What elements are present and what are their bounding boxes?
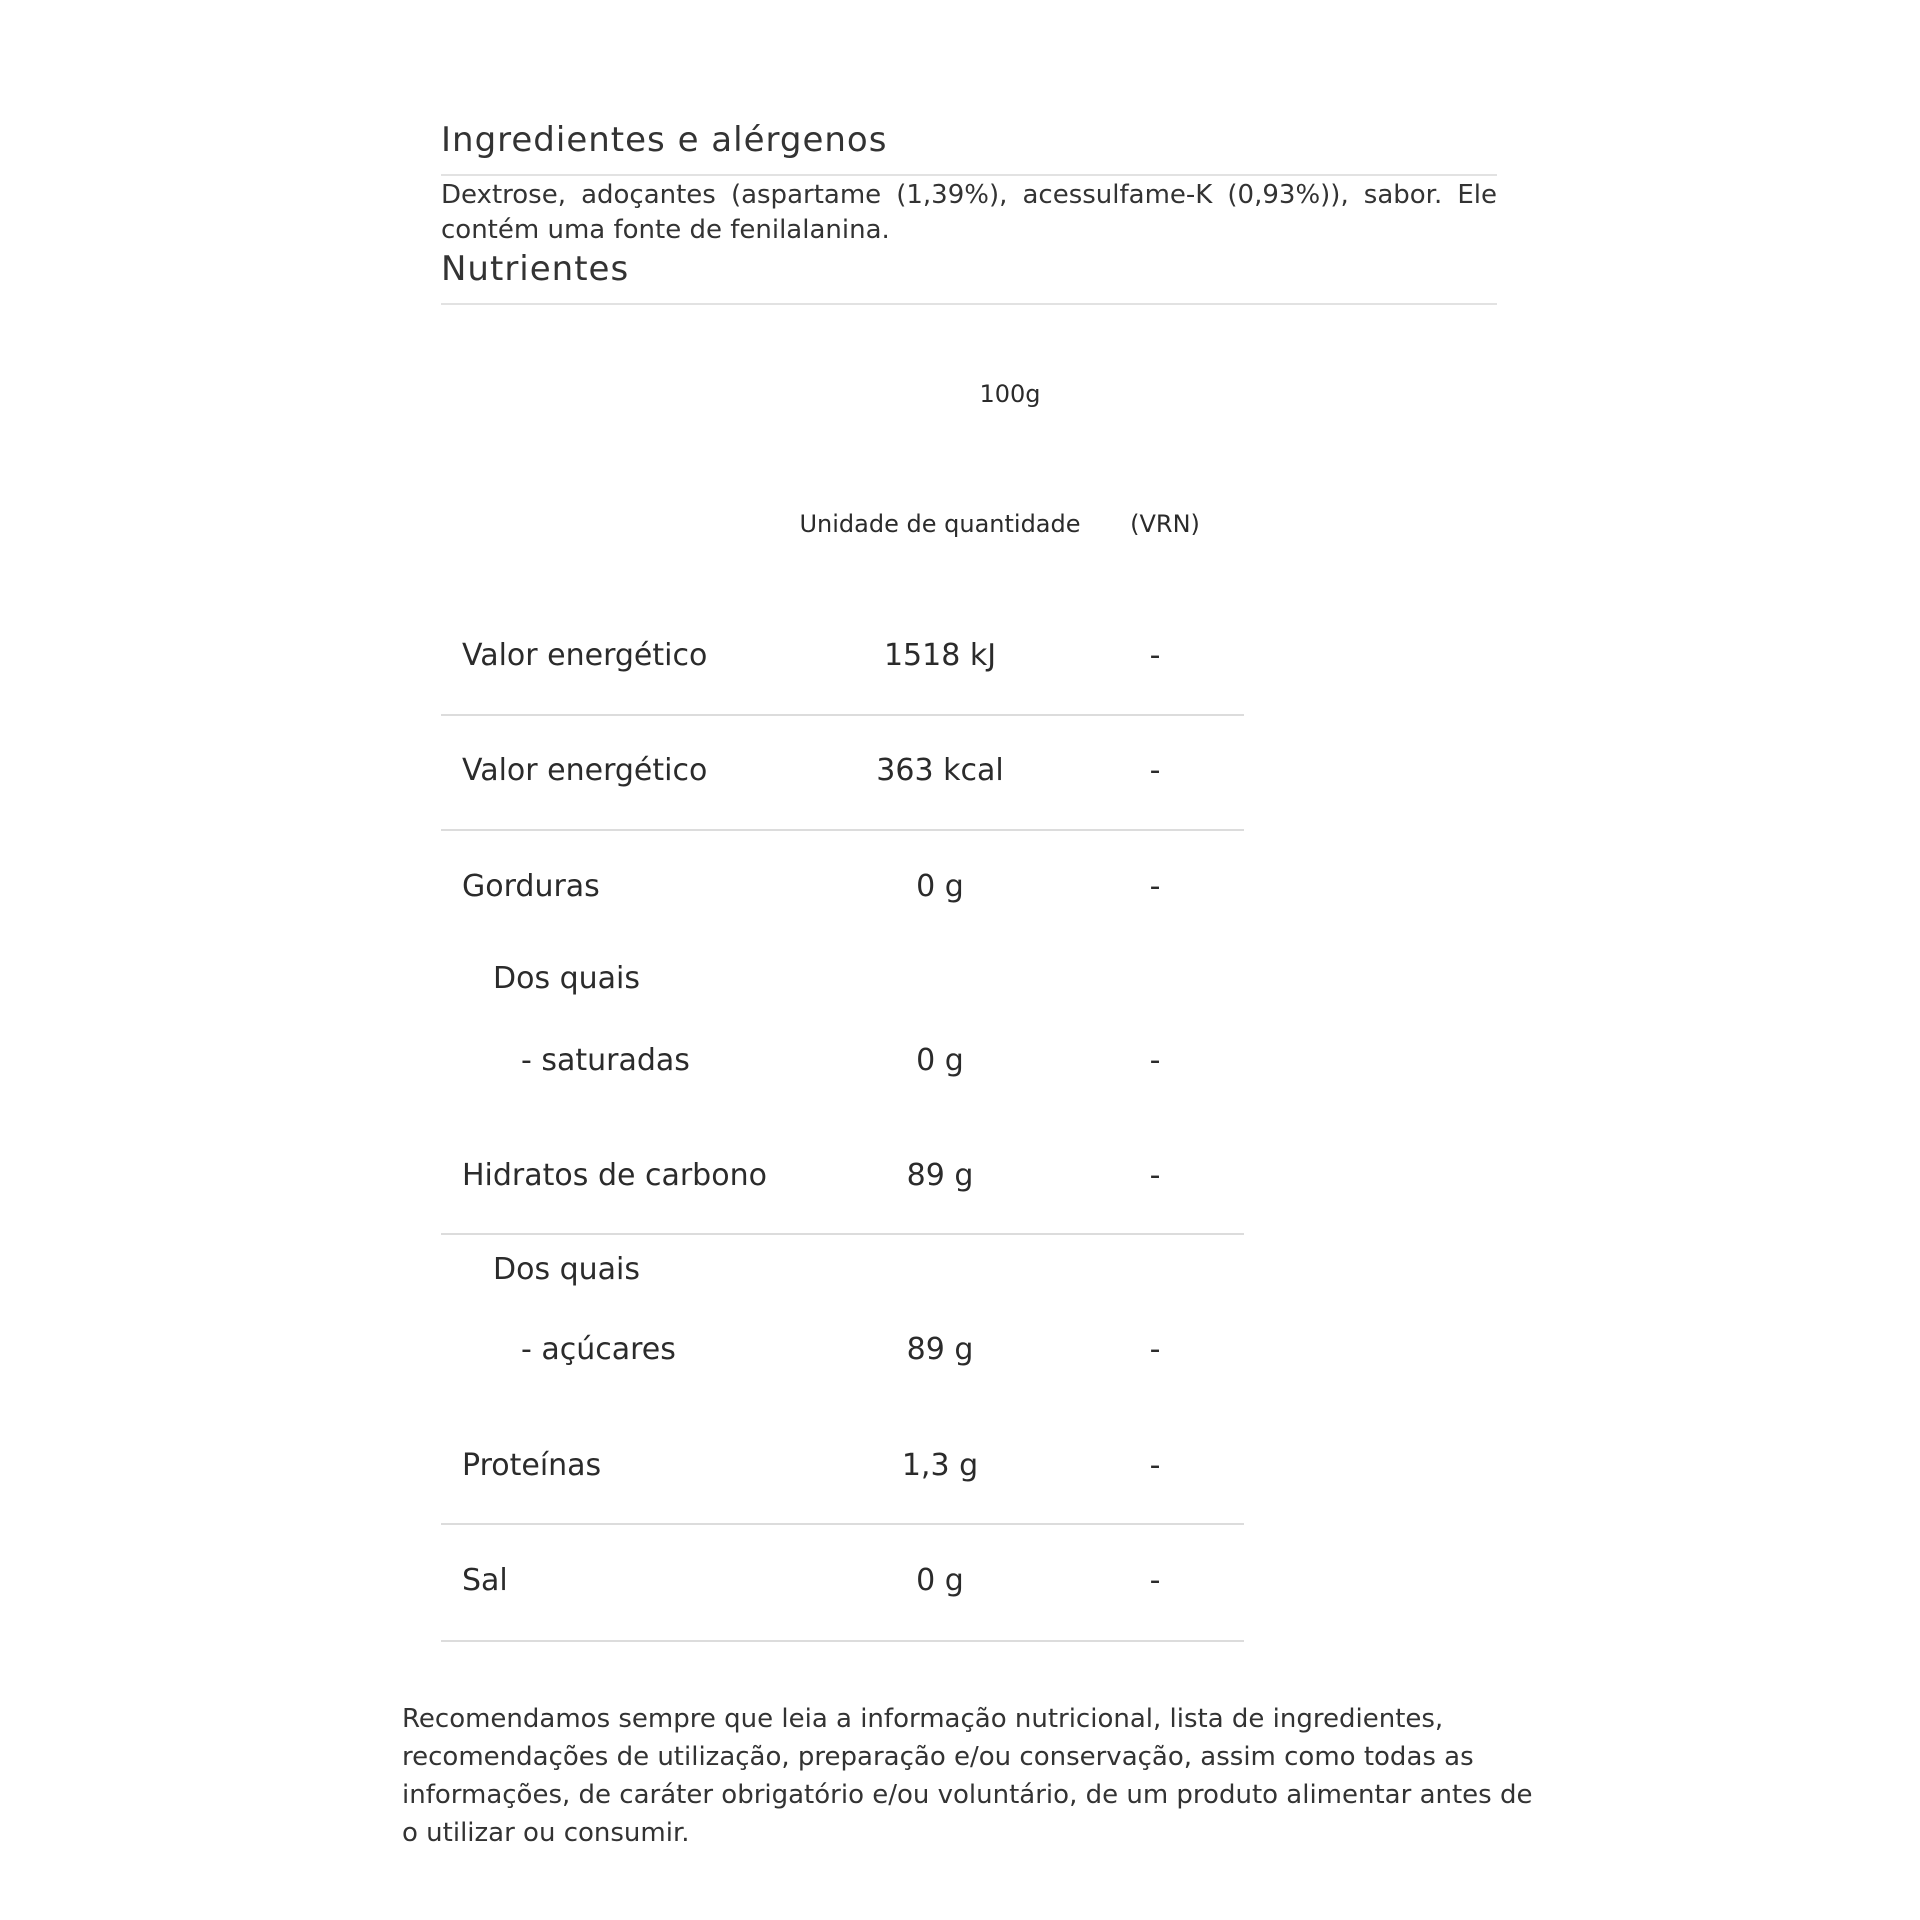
row-divider — [441, 1640, 1244, 1642]
nutrient-value: 89 g — [906, 1332, 974, 1367]
nutrient-vrn: - — [1149, 869, 1161, 904]
nutrient-value: 0 g — [916, 869, 964, 904]
nutrient-value: 0 g — [916, 1563, 964, 1598]
nutrient-name: Sal — [462, 1563, 508, 1598]
nutrient-name: Proteínas — [462, 1448, 602, 1483]
nutrient-vrn: - — [1149, 1158, 1161, 1193]
nutrient-vrn: - — [1149, 753, 1161, 788]
column-header-portion: 100g — [979, 380, 1041, 408]
column-header-unit: Unidade de quantidade — [799, 510, 1081, 538]
nutrient-name: Dos quais — [493, 1252, 641, 1287]
nutrient-name: Hidratos de carbono — [462, 1158, 767, 1193]
ingredients-divider — [441, 174, 1497, 176]
row-divider — [441, 1523, 1244, 1525]
nutrient-name: - saturadas — [521, 1043, 690, 1078]
nutrient-name: Gorduras — [462, 869, 600, 904]
ingredients-text: Dextrose, adoçantes (aspartame (1,39%), acessulfame-K (0,93%)), sabor. Ele contém uma fonte de fenilalanina. — [441, 180, 1497, 245]
nutrient-value: 363 kcal — [876, 753, 1004, 788]
nutrient-value: 89 g — [906, 1158, 974, 1193]
nutrients-divider — [441, 303, 1497, 305]
nutrient-value: 1,3 g — [901, 1448, 979, 1483]
row-divider — [441, 829, 1244, 831]
nutrient-name: Dos quais — [493, 961, 641, 996]
nutrient-vrn: - — [1149, 1448, 1161, 1483]
nutrient-vrn: - — [1149, 1563, 1161, 1598]
nutrient-name: Valor energético — [462, 638, 708, 673]
nutrient-vrn: - — [1149, 1043, 1161, 1078]
row-divider — [441, 1233, 1244, 1235]
ingredients-title: Ingredientes e alérgenos — [441, 120, 888, 160]
row-divider — [441, 714, 1244, 716]
nutrient-value: 0 g — [916, 1043, 964, 1078]
nutrients-title: Nutrientes — [441, 249, 630, 289]
nutrient-name: - açúcares — [521, 1332, 676, 1367]
column-header-vrn: (VRN) — [1130, 510, 1200, 538]
nutrient-vrn: - — [1149, 1332, 1161, 1367]
disclaimer-text: Recomendamos sempre que leia a informação nutricional, lista de ingredientes, recomendações de utilização, preparação e/ou conservação, assim como todas as informações, de caráter obrigatório e/ou voluntário, de um produto alimentar antes de o utilizar ou consumir. — [402, 1704, 1533, 1848]
nutrient-name: Valor energético — [462, 753, 708, 788]
nutrient-value: 1518 kJ — [883, 638, 997, 673]
nutrient-vrn: - — [1149, 638, 1161, 673]
